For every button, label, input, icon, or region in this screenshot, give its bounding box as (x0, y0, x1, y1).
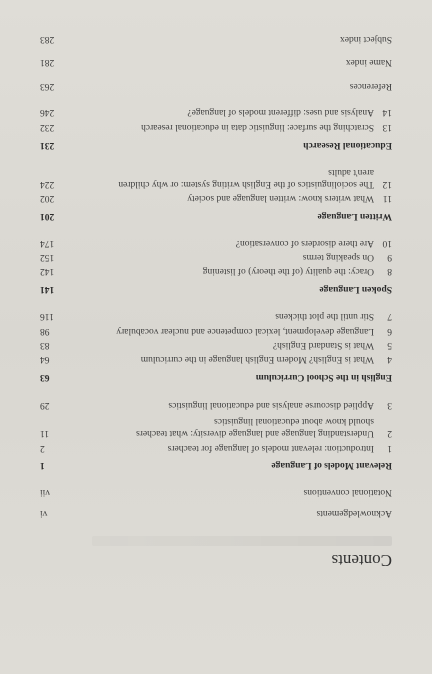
toc-entry-title: should know about educational linguistics (214, 416, 374, 426)
toc-entry (0, 51, 432, 67)
toc-part-heading (0, 454, 432, 470)
toc-page-number: 224 (40, 179, 55, 189)
toc-chapter-number: 13 (382, 122, 392, 132)
toc-page-number: 83 (40, 340, 50, 350)
toc-entry-title: What is English? Modern English language in the curriculum (140, 354, 374, 364)
toc-entry-title: aren't adults (328, 167, 374, 177)
toc-entry (0, 481, 432, 497)
toc-page-number: vii (40, 487, 51, 497)
toc-chapter-number: 5 (387, 340, 392, 350)
toc-chapter-number: 3 (387, 400, 392, 410)
toc-entry-title: Applied discourse analysis and educational linguistics (168, 400, 374, 410)
toc-entry (0, 187, 432, 203)
toc-entry-title: English in the School Curriculum (255, 372, 392, 382)
toc-page-number: vi (40, 508, 48, 518)
toc-entry (0, 260, 432, 276)
toc-page-number: 231 (40, 140, 55, 150)
toc-entry-title: Relevant Models of Language (271, 460, 392, 470)
toc-chapter-number: 8 (387, 266, 392, 276)
toc-entry (0, 116, 432, 132)
toc-entry-title: References (349, 81, 392, 91)
toc-page-number: 281 (40, 57, 55, 67)
toc-page-number: 174 (40, 238, 55, 248)
toc-entry-title: Scratching the surface: linguistic data in educational research (141, 122, 374, 132)
toc-page-number: 142 (40, 266, 55, 276)
toc-entry (0, 394, 432, 410)
toc-page-number: 11 (40, 428, 50, 438)
toc-entry-title: Spoken Language (319, 284, 392, 294)
toc-entry-title: Understanding language and language diversity: what teachers (136, 428, 374, 438)
toc-entry-title: What is Standard English? (272, 340, 374, 350)
toc-entry (0, 75, 432, 91)
toc-entry (0, 101, 432, 117)
toc-chapter-number: 9 (387, 252, 392, 262)
toc-chapter-number: 7 (387, 311, 392, 321)
toc-entry-title: Stir until the plot thickens (275, 311, 374, 321)
toc-entry (0, 334, 432, 350)
toc-entry-title: Notational conventions (303, 487, 392, 497)
toc-entry-title: Acknowledgements (316, 508, 392, 518)
toc-page-number: 2 (40, 443, 45, 453)
toc-entry-title: On speaking terms (302, 252, 374, 262)
toc-entry (0, 305, 432, 321)
toc-chapter-number: 4 (387, 354, 392, 364)
toc-page-number: 29 (40, 400, 50, 410)
toc-entry-title: Oracy: the quality (of the theory) of listening (202, 266, 374, 276)
toc-entry (0, 232, 432, 248)
toc-entry (0, 348, 432, 364)
toc-entry (0, 437, 432, 453)
toc-page-number: 98 (40, 326, 50, 336)
toc-chapter-number: 6 (387, 326, 392, 336)
toc-part-heading (0, 134, 432, 150)
toc-entry-title: Introduction: relevant models of language for teachers (167, 443, 374, 453)
toc-chapter-number: 1 (387, 443, 392, 453)
toc-page-number: 232 (40, 122, 55, 132)
toc-page-number: 1 (40, 460, 45, 470)
toc-page-number: 141 (40, 284, 55, 294)
page-title: Contents (331, 551, 392, 570)
toc-entry-title: Are there disorders of conversation? (235, 238, 374, 248)
toc-part-heading (0, 278, 432, 294)
toc-page-number: 263 (40, 81, 55, 91)
toc-entry (0, 320, 432, 336)
toc-entry-title: Subject index (340, 34, 392, 44)
toc-page-number: 116 (40, 311, 54, 321)
toc-page-number: 202 (40, 193, 55, 203)
toc-page-number: 201 (40, 211, 55, 221)
toc-page-number: 246 (40, 107, 55, 117)
toc-part-heading (0, 205, 432, 221)
toc-chapter-number: 14 (382, 107, 392, 117)
toc-chapter-number: 10 (382, 238, 392, 248)
toc-entry-title: Language development, lexical competence and nuclear vocabulary (116, 326, 374, 336)
toc-chapter-number: 12 (382, 179, 392, 189)
toc-entry-title: Written Language (317, 211, 392, 221)
toc-entry-title: Analysis and uses: different models of language? (187, 107, 374, 117)
toc-entry (0, 502, 432, 518)
toc-page-number: 63 (40, 372, 50, 382)
toc-entry-title: Educational Research (303, 140, 392, 150)
toc-chapter-number: 11 (382, 193, 392, 203)
toc-entry (0, 410, 432, 426)
toc-entry-title: What writers know: written language and society (187, 193, 374, 203)
toc-entry (0, 28, 432, 44)
toc-entry (0, 246, 432, 262)
toc-part-heading (0, 366, 432, 382)
toc-entry-title: The sociolinguistics of the English writing system: or why children (118, 179, 374, 189)
toc-page-number: 152 (40, 252, 55, 262)
toc-page-number: 283 (40, 34, 55, 44)
toc-chapter-number: 2 (387, 428, 392, 438)
toc-page-number: 64 (40, 354, 50, 364)
toc-entry (0, 161, 432, 177)
toc-entry-title: Name index (345, 57, 392, 67)
